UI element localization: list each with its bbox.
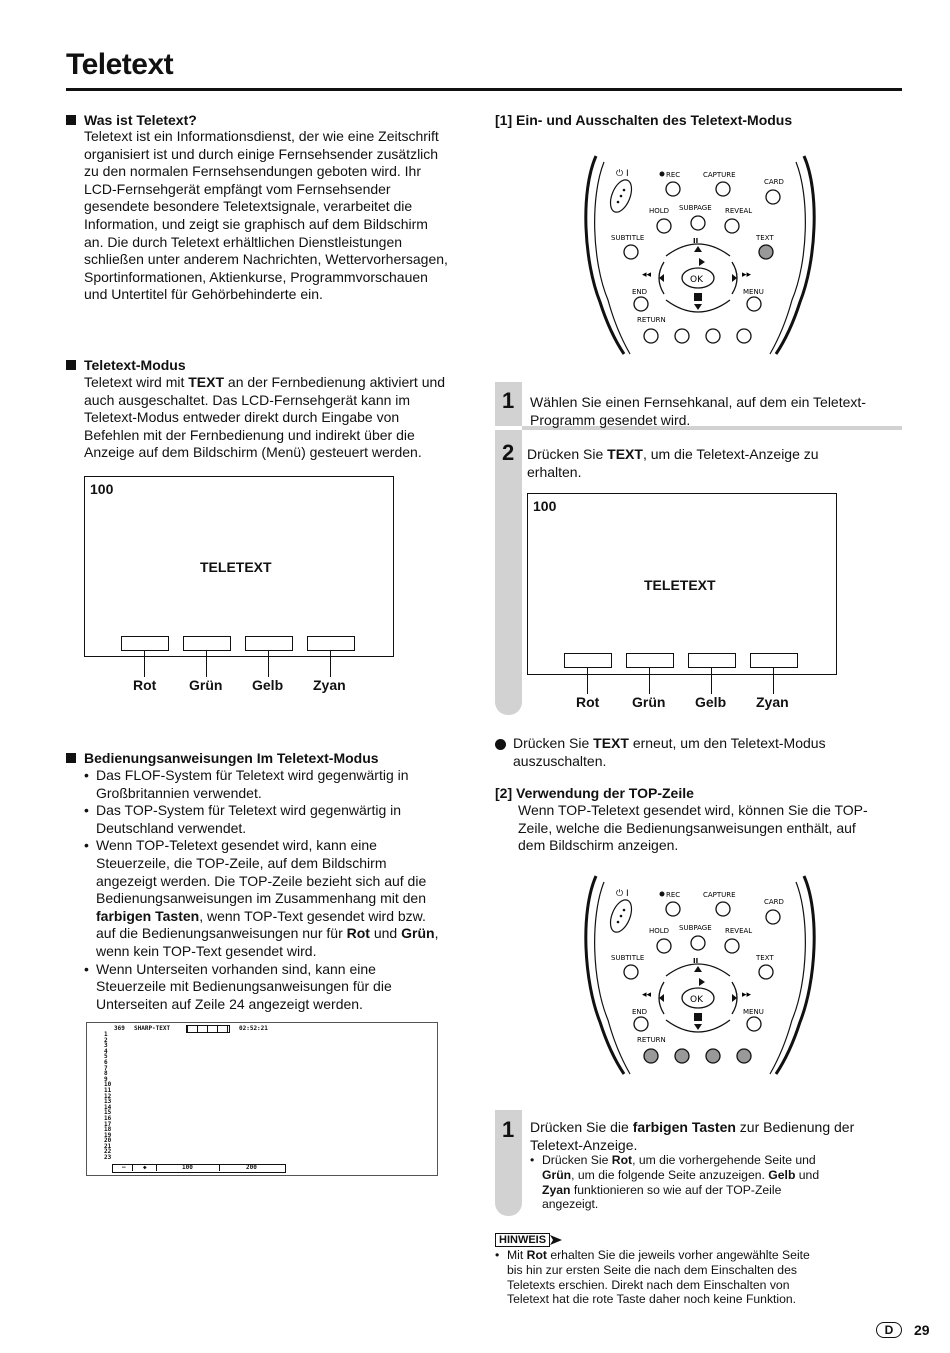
svg-text:MENU: MENU — [743, 1008, 764, 1016]
remote-control-illustration — [580, 872, 820, 1078]
square-bullet-icon — [66, 360, 76, 370]
red-key-box — [564, 653, 612, 668]
hinweis-label: HINWEIS — [495, 1233, 562, 1247]
cyan-key-box — [307, 636, 355, 651]
leader-line — [773, 668, 774, 694]
square-bullet-icon — [66, 115, 76, 125]
label-gruen: Grün — [632, 694, 666, 710]
section-heading-teletext-modus: Teletext-Modus — [66, 357, 186, 373]
label-gruen: Grün — [189, 677, 223, 693]
bullet-list-bedienung — [84, 767, 484, 1013]
leader-line — [711, 668, 712, 694]
top-line-screen-illustration — [86, 1022, 438, 1176]
top-screen-row-number: 5 — [104, 1053, 108, 1061]
section-text-was-ist-teletext: Teletext ist ein Informationsdienst, der wie eine Zeitschrift organisiert ist und durch einige Fernsehsender zusätzlich zu den normalen Fernsehsendungen geboten wird. Ihr LCD-Fernsehgerät empfängt vom Fernsehsender gesendete besondere Teletextsignale, verarbeitet die Information, und zeigt sie graphisch auf dem Bildschirm an. Die durch Teletext erhältlichen Dienstleistungen schließen unter anderem Nachrichten, Wettervorhersagen, Sportinformationen, Aktienkurse, Programmvorschauen und Untertitel für Gehörbehinderte ein. — [84, 128, 448, 303]
svg-text:◂◂: ◂◂ — [642, 990, 652, 1000]
svg-text:RETURN: RETURN — [637, 1036, 666, 1044]
section-heading-top-zeile: [2] Verwendung der TOP-Zeile — [495, 785, 694, 801]
top-screen-row-number: 2 — [104, 1036, 108, 1044]
teletext-page-number: 100 — [90, 481, 114, 497]
top-screen-time: 02:52:21 — [239, 1025, 268, 1032]
svg-text:OK: OK — [690, 275, 703, 285]
svg-text:SUBPAGE: SUBPAGE — [679, 204, 712, 212]
top-screen-row-number: 6 — [104, 1058, 108, 1066]
step-divider — [495, 426, 522, 430]
top-screen-row-number: 13 — [104, 1098, 112, 1106]
label-zyan: Zyan — [313, 677, 346, 693]
svg-text:◂◂: ◂◂ — [642, 270, 652, 280]
top-screen-row-number: 14 — [104, 1103, 112, 1111]
text-off-instruction: Drücken Sie TEXT erneut, um den Teletext-Modus auszuschalten. — [513, 735, 826, 769]
step-3-sub-bullet: • Drücken Sie Rot, um die vorhergehende Seite und Grün, um die folgende Seite anzuzeigen. Gelb und Zyan funktionieren so wie auf der TOP-Zeile angezeigt. — [530, 1153, 900, 1212]
svg-text:▸▸: ▸▸ — [742, 270, 752, 280]
language-badge: D — [876, 1322, 902, 1338]
top-screen-row-number: 1 — [104, 1031, 108, 1038]
list-item: • Wenn TOP-Teletext gesendet wird, kann eine Steuerzeile, die TOP-Zeile, auf dem Bildschirm angezeigt werden. Die TOP-Zeile bezieht sich auf die Bedienungsanweisungen im Zusammenhang mit den farbigen Tasten, wenn TOP-Text gesendet wird bzw. auf die Bedienungsanweisungen nur für Rot und Grün, wenn kein TOP-Text gesendet wird. — [84, 837, 484, 960]
top-screen-row-number: 3 — [104, 1042, 108, 1050]
leader-line — [144, 651, 145, 677]
svg-text:END: END — [632, 288, 648, 296]
top-screen-row-number: 10 — [104, 1081, 112, 1089]
top-screen-row-number: 23 — [104, 1154, 112, 1162]
title-rule — [66, 88, 902, 91]
section-heading-ein-ausschalten: [1] Ein- und Ausschalten des Teletext-Modus — [495, 112, 793, 128]
remote-control-illustration — [580, 152, 820, 358]
top-line-cyan: 200 — [246, 1164, 257, 1171]
power-icon: ⏻ I — [616, 169, 629, 179]
step-number-1: 1 — [502, 1117, 515, 1142]
color-button-icon — [644, 1049, 658, 1063]
top-screen-row-number: 12 — [104, 1092, 112, 1100]
top-screen-row-number: 9 — [104, 1075, 108, 1083]
step-1-text: Wählen Sie einen Fernsehkanal, auf dem ein Teletext- Programm gesendet wird. — [530, 394, 866, 428]
top-line-divider — [219, 1164, 220, 1171]
svg-text:CAPTURE: CAPTURE — [703, 171, 736, 179]
top-line-divider — [156, 1164, 157, 1171]
teletext-page-number: 100 — [533, 498, 557, 514]
green-key-box — [183, 636, 231, 651]
top-screen-page: 369 — [114, 1025, 125, 1032]
page-title: Teletext — [66, 48, 174, 81]
step-band — [495, 382, 522, 715]
label-gelb: Gelb — [252, 677, 284, 693]
top-screen-row-number: 16 — [104, 1114, 112, 1122]
top-screen-row-number: 21 — [104, 1142, 112, 1150]
top-screen-row-number: 8 — [104, 1070, 108, 1078]
step-2-text: Drücken Sie TEXT, um die Teletext-Anzeige zu erhalten. — [527, 446, 819, 480]
svg-text:REC: REC — [666, 891, 681, 899]
step-number-2: 2 — [502, 440, 515, 465]
color-button-icon — [706, 1049, 720, 1063]
hinweis-note: • Mit Rot erhalten Sie die jeweils vorher angewählte Seite bis hin zur ersten Seite die nach dem Einschalten des Teletexts erschien. Direkt nach dem Einschalten von Teletext hat die rote Taste daher noch keine Funktion. — [495, 1248, 855, 1307]
top-screen-blocks — [186, 1025, 230, 1033]
svg-text:RETURN: RETURN — [637, 316, 666, 324]
label-gelb: Gelb — [695, 694, 727, 710]
svg-text:MENU: MENU — [743, 288, 764, 296]
cyan-key-box — [750, 653, 798, 668]
svg-text:REVEAL: REVEAL — [725, 927, 753, 935]
svg-text:REC: REC — [666, 171, 681, 179]
page-number: 29 — [914, 1322, 930, 1338]
section-text-top-zeile: Wenn TOP-Teletext gesendet wird, können Sie die TOP- Zeile, welche die Bedienungsanweisungen enthält, auf dem Bildschirm anzeigen. — [518, 802, 868, 854]
arrow-right-icon — [550, 1235, 562, 1245]
top-line-red: — — [122, 1164, 126, 1171]
green-key-box — [626, 653, 674, 668]
label-rot: Rot — [133, 677, 157, 693]
teletext-screen-title: TELETEXT — [644, 577, 716, 593]
top-screen-row-number: 22 — [104, 1148, 112, 1156]
top-screen-row-number: 11 — [104, 1086, 112, 1094]
yellow-key-box — [688, 653, 736, 668]
top-screen-row-number: 20 — [104, 1137, 112, 1145]
svg-text:REVEAL: REVEAL — [725, 207, 753, 215]
color-button-icon — [737, 1049, 751, 1063]
power-icon: ⏻ I — [616, 889, 629, 899]
top-screen-row-number: 7 — [104, 1064, 108, 1072]
square-bullet-icon — [66, 753, 76, 763]
round-bullet-icon — [495, 739, 506, 750]
top-line-divider — [132, 1164, 133, 1171]
top-line-green: ◆ — [143, 1164, 147, 1171]
red-key-box — [121, 636, 169, 651]
svg-text:II: II — [693, 957, 699, 965]
svg-text:TEXT: TEXT — [756, 954, 774, 962]
leader-line — [587, 668, 588, 694]
label-rot: Rot — [576, 694, 600, 710]
leader-line — [206, 651, 207, 677]
top-screen-row-number: 15 — [104, 1109, 112, 1117]
svg-text:SUBTITLE: SUBTITLE — [611, 234, 645, 242]
top-screen-provider: SHARP-TEXT — [134, 1025, 171, 1032]
svg-text:HOLD: HOLD — [649, 927, 670, 935]
section-heading-was-ist-teletext: Was ist Teletext? — [66, 112, 197, 128]
list-item: • Das TOP-System für Teletext wird gegenwärtig in Deutschland verwendet. — [84, 802, 484, 837]
svg-text:SUBTITLE: SUBTITLE — [611, 954, 645, 962]
top-line-yellow: 100 — [182, 1164, 193, 1171]
svg-text:HOLD: HOLD — [649, 207, 670, 215]
svg-text:II: II — [693, 237, 699, 245]
top-screen-row-numbers — [104, 1032, 111, 1161]
leader-line — [268, 651, 269, 677]
svg-text:CAPTURE: CAPTURE — [703, 891, 736, 899]
top-screen-row-number: 17 — [104, 1120, 112, 1128]
label-zyan: Zyan — [756, 694, 789, 710]
top-screen-row-number: 18 — [104, 1126, 112, 1134]
leader-line — [330, 651, 331, 677]
top-screen-row-number: 4 — [104, 1047, 108, 1055]
top-screen-row-number: 19 — [104, 1131, 112, 1139]
list-item: • Das FLOF-System für Teletext wird gegenwärtig in Großbritannien verwendet. — [84, 767, 484, 802]
top-line-bar — [112, 1164, 286, 1173]
color-button-icon — [675, 1049, 689, 1063]
svg-text:CARD: CARD — [764, 178, 784, 186]
step-3-text: Drücken Sie die farbigen Tasten zur Bedienung der Teletext-Anzeige. — [530, 1119, 855, 1153]
step-number-1: 1 — [502, 388, 515, 413]
svg-text:OK: OK — [690, 995, 703, 1005]
text-button-icon — [759, 245, 773, 259]
section-text-teletext-modus: Teletext wird mit TEXT an der Fernbedienung aktiviert und auch ausgeschaltet. Das LCD-Fernsehgerät kann im Teletext-Modus entweder direkt durch Eingabe von Befehlen mit der Fernbedienung und indirekt über die Anzeige auf dem Bildschirm (Menü) gesteuert werden. — [84, 374, 446, 461]
svg-text:▸▸: ▸▸ — [742, 990, 752, 1000]
leader-line — [649, 668, 650, 694]
svg-text:END: END — [632, 1008, 648, 1016]
svg-text:TEXT: TEXT — [756, 234, 774, 242]
yellow-key-box — [245, 636, 293, 651]
svg-text:CARD: CARD — [764, 898, 784, 906]
list-item: • Wenn Unterseiten vorhanden sind, kann eine Steuerzeile mit Bedienungsanweisungen für die Unterseiten auf Zeile 24 angezeigt werden. — [84, 961, 484, 1014]
teletext-screen-title: TELETEXT — [200, 559, 272, 575]
section-heading-bedienungsanweisungen: Bedienungsanweisungen Im Teletext-Modus — [66, 750, 379, 766]
svg-text:SUBPAGE: SUBPAGE — [679, 924, 712, 932]
